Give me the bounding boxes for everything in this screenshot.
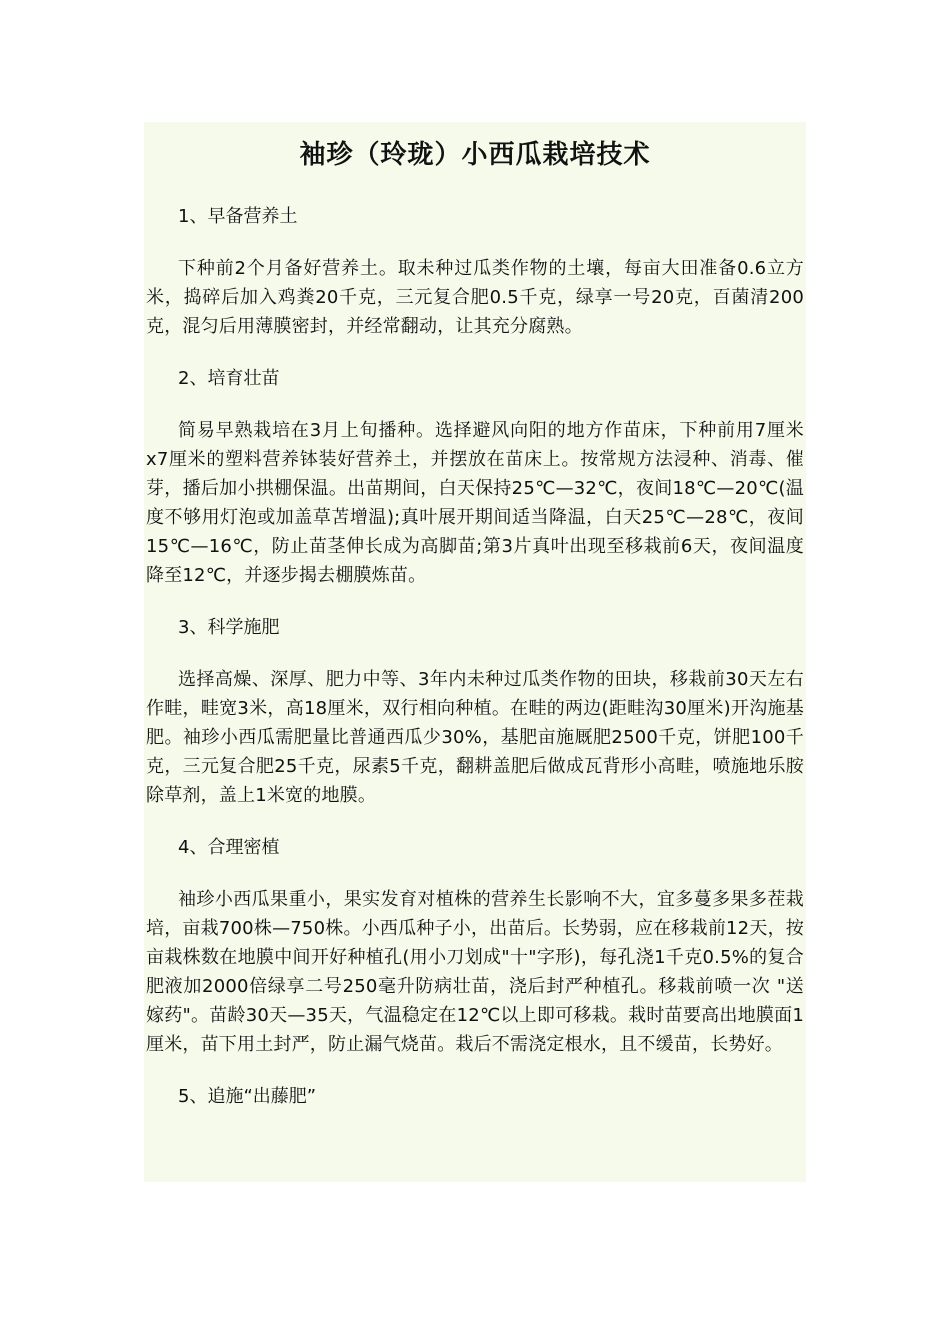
section-paragraph-3: 选择高燥、深厚、肥力中等、3年内未种过瓜类作物的田块，移栽前30天左右作畦，畦宽3米，高18厘米，双行相向种植。在畦的两边(距畦沟30厘米)开沟施基肥。袖珍小西瓜需肥量比普通西瓜少30%，基肥亩施厩肥2500千克，饼肥100千克，三元复合肥25千克，尿素5千克，翻耕盖肥后做成瓦背形小高畦，喷施地乐胺除草剂，盖上1米宽的地膜。 <box>146 669 804 806</box>
section-heading-5: 5、追施“出藤肥” <box>178 1086 317 1107</box>
section-paragraph-2: 简易早熟栽培在3月上旬播种。选择避风向阳的地方作苗床，下种前用7厘米x7厘米的塑料营养钵装好营养土，并摆放在苗床上。按常规方法浸种、消毒、催芽，播后加小拱棚保温。出苗期间，白天保持25℃—32℃，夜间18℃—20℃(温度不够用灯泡或加盖草苫增温);真叶展开期间适当降温，白天25℃—28℃，夜间15℃—16℃，防止苗茎伸长成为高脚苗;第3片真叶出现至移栽前6天，夜间温度降至12℃，并逐步揭去棚膜炼苗。 <box>146 420 804 586</box>
section-heading-3: 3、科学施肥 <box>178 617 280 638</box>
section-paragraph-1: 下种前2个月备好营养土。取未种过瓜类作物的土壤，每亩大田准备0.6立方米，捣碎后加入鸡粪20千克，三元复合肥0.5千克，绿享一号20克，百菌清200克，混匀后用薄膜密封，并经常翻动，让其充分腐熟。 <box>146 258 804 337</box>
section-heading-4: 4、合理密植 <box>178 837 280 858</box>
document-title: 袖珍（玲珑）小西瓜栽培技术 <box>299 140 651 170</box>
section-heading-2: 2、培育壮苗 <box>178 368 280 389</box>
document-content <box>144 122 806 1182</box>
section-heading-1: 1、早备营养土 <box>178 206 298 227</box>
section-paragraph-4: 袖珍小西瓜果重小，果实发育对植株的营养生长影响不大，宜多蔓多果多茬栽培，亩栽700株—750株。小西瓜种子小，出苗后。长势弱，应在移栽前12天，按亩栽株数在地膜中间开好种植孔(用小刀划成"十"字形)，每孔浇1千克0.5%的复合肥液加2000倍绿享二号250毫升防病壮苗，浇后封严种植孔。移栽前喷一次 "送嫁药"。苗龄30天—35天，气温稳定在12℃以上即可移栽。栽时苗要高出地膜面1厘米，苗下用土封严，防止漏气烧苗。栽后不需浇定根水，且不缓苗，长势好。 <box>146 889 804 1055</box>
